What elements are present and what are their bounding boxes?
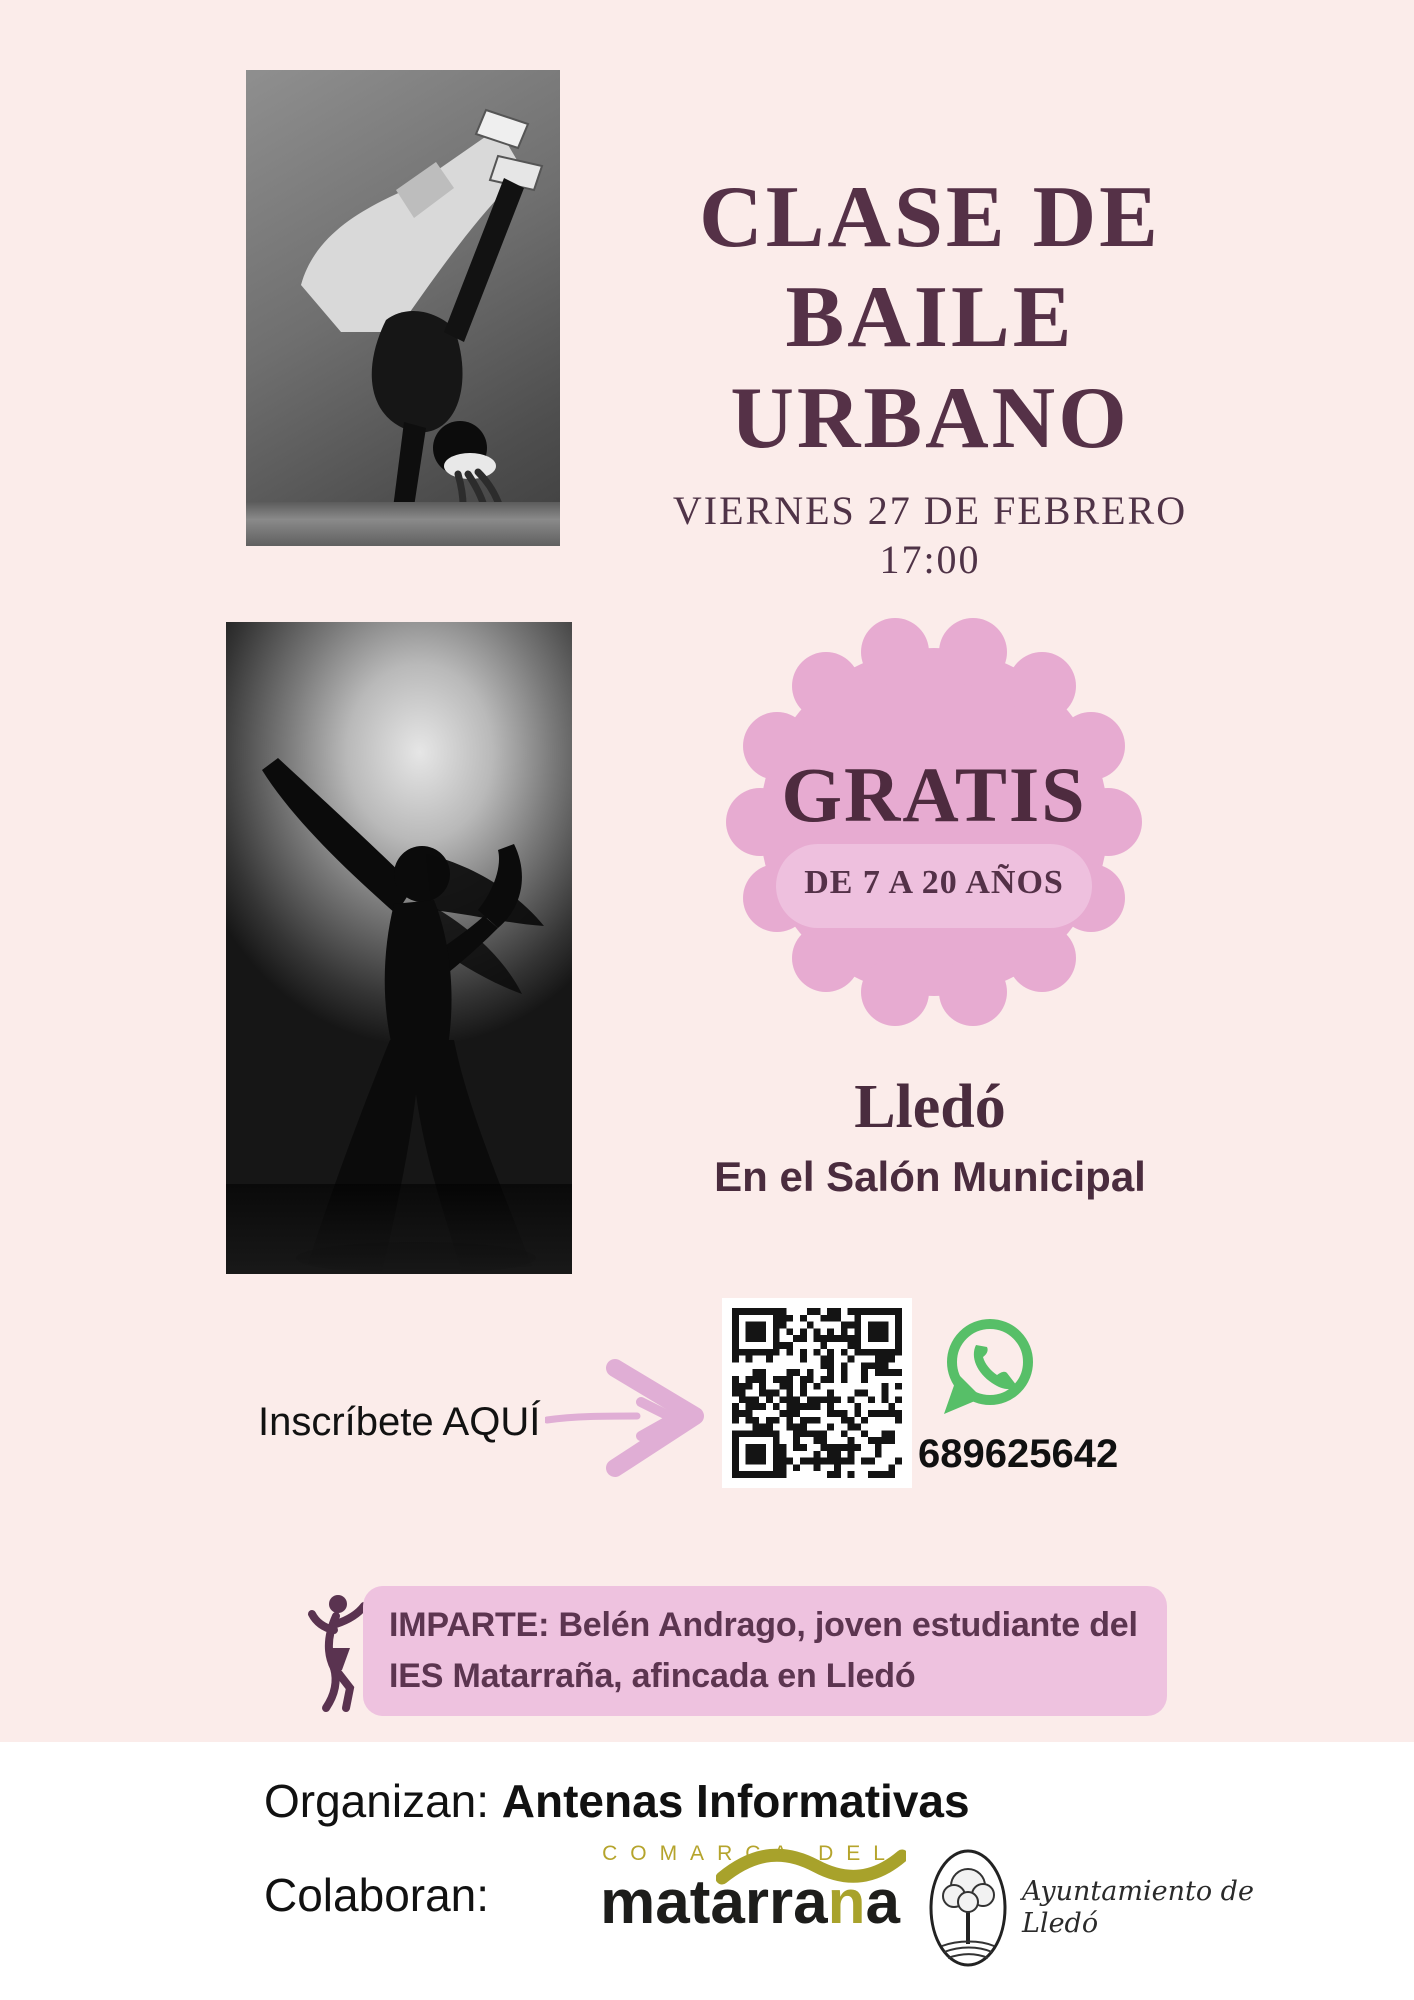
whatsapp-phone-number: 689625642 bbox=[918, 1432, 1119, 1476]
organizers-line bbox=[264, 1774, 970, 1828]
ayuntamiento-logo bbox=[928, 1848, 1272, 1968]
breakdancer-photo bbox=[246, 70, 560, 546]
breakdancer-silhouette bbox=[246, 70, 560, 546]
matarrana-wordmark bbox=[600, 1868, 900, 1937]
collaborators-label: Colaboran: bbox=[264, 1869, 490, 1921]
age-range-text: DE 7 A 20 AÑOS bbox=[804, 864, 1064, 901]
instructor-banner bbox=[363, 1586, 1167, 1716]
poster-title-line1: CLASE DE bbox=[699, 169, 1161, 266]
gratis-badge bbox=[724, 612, 1144, 1032]
poster-title-line2: BAILE bbox=[785, 269, 1075, 367]
ayuntamiento-text: Ayuntamiento de Lledó bbox=[1022, 1875, 1254, 1939]
matarrana-enye: n bbox=[827, 1868, 866, 1937]
tree-emblem-icon bbox=[928, 1848, 1008, 1968]
matarrana-pre: matarra bbox=[600, 1868, 828, 1937]
comarca-matarrana-logo bbox=[540, 1842, 960, 1937]
whatsapp-icon bbox=[936, 1312, 1040, 1416]
matarrana-post: a bbox=[865, 1868, 900, 1937]
venue-name: En el Salón Municipal bbox=[714, 1153, 1146, 1200]
footer bbox=[0, 1742, 1414, 2000]
photo-floor bbox=[226, 1184, 572, 1274]
comarca-del-text: COMARCA DEL bbox=[602, 1842, 898, 1865]
signup-label: Inscríbete AQUÍ bbox=[258, 1400, 541, 1444]
gratis-text: GRATIS bbox=[781, 751, 1087, 838]
dancer-silhouette-icon bbox=[306, 1590, 370, 1714]
location-block bbox=[610, 1072, 1250, 1201]
dancer-silhouette bbox=[226, 622, 572, 1274]
organizers-name: Antenas Informativas bbox=[501, 1775, 970, 1827]
qr-code[interactable] bbox=[722, 1298, 912, 1488]
qr-pattern bbox=[732, 1308, 902, 1478]
poster-title-line3: URBANO bbox=[730, 369, 1130, 467]
instructor-text: IMPARTE: Belén Andrago, joven estudiante del IES Matarraña, afincada en Lledó bbox=[389, 1606, 1138, 1695]
photo-floor bbox=[246, 502, 560, 546]
event-date: VIERNES 27 DE FEBRERO bbox=[672, 487, 1188, 533]
event-time: 17:00 bbox=[879, 536, 981, 582]
tilde-wave-icon bbox=[716, 1846, 906, 1888]
organizers-label: Organizan: bbox=[264, 1775, 490, 1827]
brush-arrow-icon bbox=[545, 1356, 713, 1478]
title-block bbox=[610, 168, 1250, 583]
town-name: Lledó bbox=[854, 1073, 1006, 1141]
dancer-photo bbox=[226, 622, 572, 1274]
